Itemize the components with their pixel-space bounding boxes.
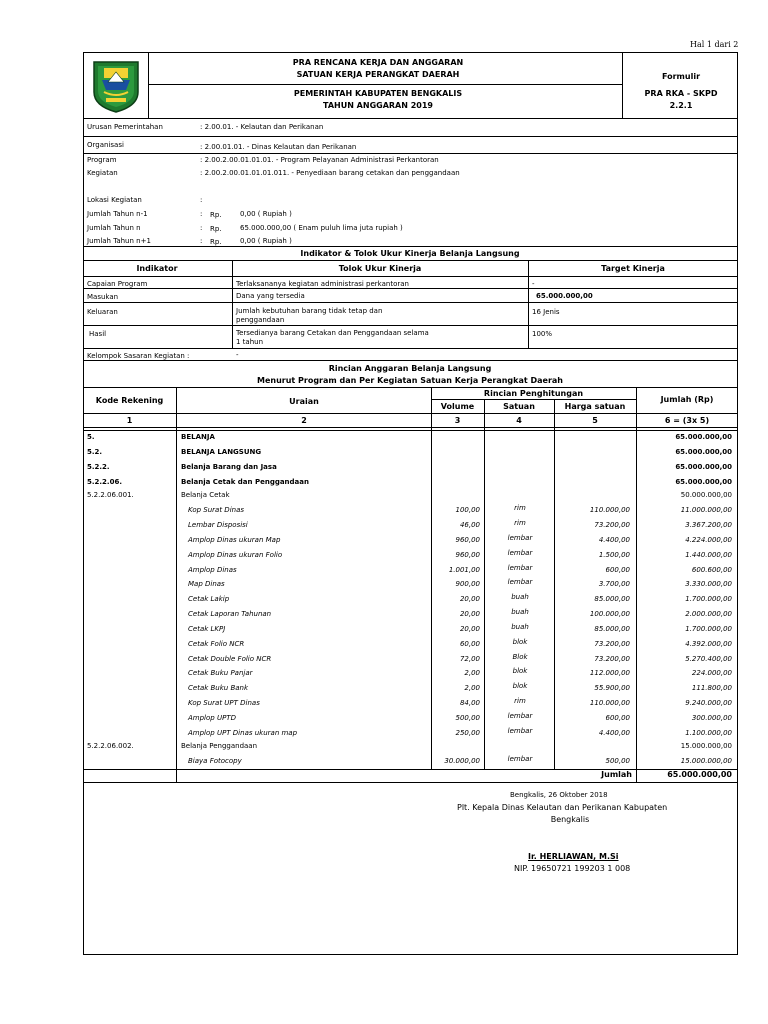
row-volume: 84,00 bbox=[459, 699, 480, 707]
indicator-top-line bbox=[83, 246, 738, 247]
row-uraian: Amplop Dinas ukuran Map bbox=[188, 536, 281, 544]
bengkalis-emblem-icon bbox=[88, 58, 144, 114]
indicator-column-line bbox=[528, 260, 529, 348]
jumlah-n-min1-rp: Rp. bbox=[210, 211, 222, 219]
row-kode: 5.2.2.06.001. bbox=[87, 491, 134, 499]
total-value: 65.000.000,00 bbox=[667, 770, 732, 779]
kode-col-header: Kode Rekening bbox=[95, 396, 164, 405]
header-bottom-line bbox=[83, 118, 738, 119]
row-jumlah: 224.000,00 bbox=[691, 669, 732, 677]
form-frame bbox=[83, 52, 738, 955]
row-volume: 100,00 bbox=[455, 506, 480, 514]
header-divider bbox=[622, 52, 623, 118]
row-volume: 60,00 bbox=[459, 640, 480, 648]
row-uraian: Cetak Double Folio NCR bbox=[188, 655, 272, 663]
row-kode: 5. bbox=[87, 433, 95, 441]
row-harga: 600,00 bbox=[605, 714, 630, 722]
indicator-target: - bbox=[532, 280, 535, 288]
row-satuan: blok bbox=[512, 682, 528, 690]
row-satuan: blok bbox=[512, 667, 528, 675]
jumlah-n-plus1-colon: : bbox=[200, 237, 203, 245]
satuan-col-header: Satuan bbox=[503, 402, 535, 411]
rincian-line bbox=[431, 399, 636, 400]
row-volume: 20,00 bbox=[459, 595, 480, 603]
row-harga: 73.200,00 bbox=[594, 640, 630, 648]
organisasi-label: Organisasi bbox=[87, 141, 124, 149]
row-harga: 600,00 bbox=[605, 566, 630, 574]
indicator-line bbox=[83, 348, 738, 349]
row-jumlah: 50.000.000,00 bbox=[680, 491, 732, 499]
row-uraian: Cetak Lakip bbox=[188, 595, 230, 603]
lokasi-label: Lokasi Kegiatan bbox=[87, 196, 142, 204]
jumlah-n-min1-label: Jumlah Tahun n-1 bbox=[87, 210, 148, 218]
row-harga: 3.700,00 bbox=[598, 580, 630, 588]
row-satuan: lembar bbox=[507, 549, 533, 557]
row-satuan: rim bbox=[514, 697, 526, 705]
row-harga: 73.200,00 bbox=[594, 521, 630, 529]
signature-name: Ir. HERLIAWAN, M.Si bbox=[528, 852, 619, 861]
row-satuan: buah bbox=[511, 623, 529, 631]
row-jumlah: 2.000.000,00 bbox=[685, 610, 732, 618]
program-value: : 2.00.2.00.01.01.01. - Program Pelayanan Administrasi Perkantoran bbox=[200, 156, 439, 164]
signature-position: Plt. Kepala Dinas Kelautan dan Perikanan Kabupaten bbox=[457, 803, 668, 812]
kegiatan-label: Kegiatan bbox=[87, 169, 118, 177]
row-harga: 85.000,00 bbox=[594, 625, 630, 633]
government-name: PEMERINTAH KABUPATEN BENGKALIS bbox=[293, 89, 463, 98]
budget-year: TAHUN ANGGARAN 2019 bbox=[322, 101, 433, 110]
info-divider bbox=[83, 136, 738, 137]
row-harga: 100.000,00 bbox=[589, 610, 630, 618]
row-volume: 46,00 bbox=[459, 521, 480, 529]
row-kode: 5.2.2.06.002. bbox=[87, 742, 134, 750]
form-label: Formulir bbox=[661, 72, 701, 81]
tolok-col-header: Tolok Ukur Kinerja bbox=[338, 264, 422, 273]
jumlah-n-min1-colon: : bbox=[200, 210, 203, 218]
indicator-line bbox=[83, 276, 738, 277]
rincian-column-line bbox=[554, 399, 555, 770]
target-col-header: Target Kinerja bbox=[601, 264, 665, 273]
row-jumlah: 300.000,00 bbox=[691, 714, 732, 722]
rincian-line bbox=[83, 413, 738, 414]
urusan-value: : 2.00.01. - Kelautan dan Perikanan bbox=[200, 123, 324, 131]
indicator-tolok: Tersedianya barang Cetakan dan Penggandaan selama bbox=[236, 329, 429, 337]
lokasi-value: : bbox=[200, 196, 203, 204]
row-harga: 110.000,00 bbox=[589, 699, 630, 707]
row-harga: 4.400,00 bbox=[598, 729, 630, 737]
info-divider bbox=[83, 153, 738, 154]
indicator-tolok: Terlaksananya kegiatan administrasi perkantoran bbox=[236, 280, 409, 288]
row-uraian: Belanja Penggandaan bbox=[181, 742, 258, 750]
jumlah-n-rp: Rp. bbox=[210, 225, 222, 233]
row-uraian: Amplop UPT Dinas ukuran map bbox=[188, 729, 298, 737]
header-divider bbox=[148, 84, 622, 85]
row-jumlah: 4.224.000,00 bbox=[685, 536, 732, 544]
indicator-tolok: Jumlah kebutuhan barang tidak tetap dan bbox=[236, 307, 383, 315]
volume-col-header: Volume bbox=[440, 402, 475, 411]
row-jumlah: 1.700.000,00 bbox=[685, 595, 732, 603]
row-harga: 73.200,00 bbox=[594, 655, 630, 663]
row-uraian: Belanja Barang dan Jasa bbox=[181, 463, 277, 471]
row-volume: 250,00 bbox=[455, 729, 480, 737]
column-number: 4 bbox=[516, 416, 522, 425]
header-divider bbox=[148, 52, 149, 118]
row-jumlah: 15.000.000,00 bbox=[680, 742, 732, 750]
row-satuan: lembar bbox=[507, 755, 533, 763]
signature-position: Bengkalis bbox=[550, 815, 590, 824]
jumlah-col-header: Jumlah (Rp) bbox=[660, 395, 714, 404]
organisasi-value: : 2.00.01.01. - Dinas Kelautan dan Perikanan bbox=[200, 143, 357, 151]
form-code: PRA RKA - SKPD bbox=[644, 89, 718, 98]
row-uraian: Belanja Cetak dan Penggandaan bbox=[181, 478, 309, 486]
sasaran-value: - bbox=[236, 351, 239, 359]
row-volume: 960,00 bbox=[455, 536, 480, 544]
row-satuan: rim bbox=[514, 504, 526, 512]
jumlah-n-plus1-label: Jumlah Tahun n+1 bbox=[87, 237, 151, 245]
row-volume: 2,00 bbox=[464, 684, 480, 692]
row-jumlah: 3.330.000,00 bbox=[685, 580, 732, 588]
row-uraian: Biaya Fotocopy bbox=[188, 757, 242, 765]
row-jumlah: 1.100.000,00 bbox=[685, 729, 732, 737]
row-harga: 85.000,00 bbox=[594, 595, 630, 603]
row-satuan: blok bbox=[512, 638, 528, 646]
rincian-subtitle: Menurut Program dan Per Kegiatan Satuan Kerja Perangkat Daerah bbox=[256, 376, 563, 385]
indicator-name: Hasil bbox=[89, 330, 107, 338]
column-number: 5 bbox=[592, 416, 598, 425]
row-satuan: lembar bbox=[507, 534, 533, 542]
row-uraian: Cetak Folio NCR bbox=[188, 640, 245, 648]
row-volume: 2,00 bbox=[464, 669, 480, 677]
rincian-column-line bbox=[484, 399, 485, 770]
column-number: 6 = (3x 5) bbox=[664, 416, 710, 425]
jumlah-n-plus1-value: 0,00 ( Rupiah ) bbox=[240, 237, 292, 245]
indicator-target: 65.000.000,00 bbox=[536, 292, 593, 300]
row-jumlah: 1.700.000,00 bbox=[685, 625, 732, 633]
row-harga: 500,00 bbox=[605, 757, 630, 765]
row-volume: 72,00 bbox=[459, 655, 480, 663]
indicator-name: Capaian Program bbox=[87, 280, 148, 288]
row-volume: 960,00 bbox=[455, 551, 480, 559]
row-uraian: Amplop UPTD bbox=[188, 714, 236, 722]
row-kode: 5.2. bbox=[87, 448, 103, 456]
rincian-line bbox=[83, 387, 738, 388]
rincian-line bbox=[83, 427, 738, 428]
indicator-line bbox=[83, 325, 738, 326]
row-volume: 20,00 bbox=[459, 610, 480, 618]
rincian-column-line bbox=[176, 387, 177, 782]
row-harga: 112.000,00 bbox=[589, 669, 630, 677]
rincian-title: Rincian Anggaran Belanja Langsung bbox=[328, 364, 492, 373]
row-uraian: BELANJA LANGSUNG bbox=[181, 448, 262, 456]
column-number: 3 bbox=[454, 416, 461, 425]
row-uraian: Amplop Dinas ukuran Folio bbox=[188, 551, 283, 559]
row-uraian: Cetak Buku Panjar bbox=[188, 669, 253, 677]
row-volume: 20,00 bbox=[459, 625, 480, 633]
indicator-tolok: 1 tahun bbox=[236, 338, 264, 346]
urusan-label: Urusan Pemerintahan bbox=[87, 123, 163, 131]
rincian-top-line bbox=[83, 360, 738, 361]
indicator-col-header: Indikator bbox=[136, 264, 178, 273]
indicator-target: 16 Jenis bbox=[532, 308, 560, 316]
row-jumlah: 5.270.400,00 bbox=[685, 655, 732, 663]
row-uraian: Map Dinas bbox=[188, 580, 225, 588]
row-uraian: Kop Surat UPT Dinas bbox=[188, 699, 260, 707]
row-uraian: Kop Surat Dinas bbox=[188, 506, 245, 514]
uraian-col-header: Uraian bbox=[289, 397, 319, 406]
row-jumlah: 4.392.000,00 bbox=[685, 640, 732, 648]
kegiatan-value: : 2.00.2.00.01.01.01.011. - Penyediaan barang cetakan dan penggandaan bbox=[200, 169, 460, 177]
row-jumlah: 11.000.000,00 bbox=[680, 506, 732, 514]
indicator-column-line bbox=[232, 260, 233, 348]
row-uraian: Belanja Cetak bbox=[181, 491, 230, 499]
total-bottom-line bbox=[83, 782, 738, 783]
column-number: 2 bbox=[301, 416, 307, 425]
row-uraian: Cetak LKPJ bbox=[188, 625, 226, 633]
row-volume: 900,00 bbox=[455, 580, 480, 588]
signature-date: Bengkalis, 26 Oktober 2018 bbox=[510, 791, 608, 799]
row-volume: 500,00 bbox=[455, 714, 480, 722]
total-label: Jumlah bbox=[601, 770, 632, 779]
row-kode: 5.2.2. bbox=[87, 463, 110, 471]
row-volume: 30.000,00 bbox=[444, 757, 480, 765]
indicator-tolok: Dana yang tersedia bbox=[236, 292, 305, 300]
jumlah-n-colon: : bbox=[200, 224, 203, 232]
indicator-line bbox=[83, 288, 738, 289]
form-title: SATUAN KERJA PERANGKAT DAERAH bbox=[296, 70, 460, 79]
jumlah-n-min1-value: 0,00 ( Rupiah ) bbox=[240, 210, 292, 218]
row-satuan: rim bbox=[514, 519, 526, 527]
row-jumlah: 65.000.000,00 bbox=[675, 478, 732, 486]
indicator-section-title: Indikator & Tolok Ukur Kinerja Belanja Langsung bbox=[300, 249, 520, 258]
row-jumlah: 600.600,00 bbox=[691, 566, 732, 574]
jumlah-n-value: 65.000.000,00 ( Enam puluh lima juta rupiah ) bbox=[240, 224, 403, 232]
column-number: 1 bbox=[126, 416, 133, 425]
indicator-line bbox=[83, 302, 738, 303]
row-satuan: Blok bbox=[512, 653, 528, 661]
row-jumlah: 15.000.000,00 bbox=[680, 757, 732, 765]
row-jumlah: 65.000.000,00 bbox=[675, 448, 732, 456]
row-harga: 1.500,00 bbox=[598, 551, 630, 559]
page-number: Hal 1 dari 2 bbox=[690, 40, 739, 49]
row-uraian: Cetak Buku Bank bbox=[188, 684, 249, 692]
row-harga: 55.900,00 bbox=[594, 684, 630, 692]
row-jumlah: 9.240.000,00 bbox=[685, 699, 732, 707]
row-uraian: Cetak Laporan Tahunan bbox=[188, 610, 272, 618]
rincian-col-header: Rincian Penghitungan bbox=[483, 389, 584, 398]
form-code: 2.2.1 bbox=[669, 101, 693, 110]
row-jumlah: 1.440.000,00 bbox=[685, 551, 732, 559]
row-satuan: buah bbox=[511, 593, 529, 601]
indicator-line bbox=[83, 260, 738, 261]
row-jumlah: 65.000.000,00 bbox=[675, 463, 732, 471]
rincian-line bbox=[83, 430, 738, 431]
row-satuan: lembar bbox=[507, 578, 533, 586]
row-kode: 5.2.2.06. bbox=[87, 478, 122, 486]
program-label: Program bbox=[87, 156, 117, 164]
row-volume: 1.001,00 bbox=[448, 566, 480, 574]
row-jumlah: 111.800,00 bbox=[691, 684, 732, 692]
jumlah-n-plus1-rp: Rp. bbox=[210, 238, 222, 246]
row-harga: 110.000,00 bbox=[589, 506, 630, 514]
indicator-tolok: penggandaan bbox=[236, 316, 285, 324]
jumlah-n-label: Jumlah Tahun n bbox=[87, 224, 141, 232]
form-title: PRA RENCANA KERJA DAN ANGGARAN bbox=[292, 58, 464, 67]
indicator-name: Masukan bbox=[87, 293, 119, 301]
row-satuan: lembar bbox=[507, 564, 533, 572]
row-satuan: buah bbox=[511, 608, 529, 616]
indicator-target: 100% bbox=[532, 330, 553, 338]
indicator-name: Keluaran bbox=[87, 308, 118, 316]
row-uraian: Lembar Disposisi bbox=[188, 521, 248, 529]
row-jumlah: 3.367.200,00 bbox=[685, 521, 732, 529]
row-uraian: Amplop Dinas bbox=[188, 566, 237, 574]
row-satuan: lembar bbox=[507, 727, 533, 735]
sasaran-label: Kelompok Sasaran Kegiatan : bbox=[87, 352, 190, 360]
row-uraian: BELANJA bbox=[181, 433, 215, 441]
row-harga: 4.400,00 bbox=[598, 536, 630, 544]
signature-nip: NIP. 19650721 199203 1 008 bbox=[514, 864, 631, 873]
row-satuan: lembar bbox=[507, 712, 533, 720]
harga-col-header: Harga satuan bbox=[564, 402, 626, 411]
row-jumlah: 65.000.000,00 bbox=[675, 433, 732, 441]
